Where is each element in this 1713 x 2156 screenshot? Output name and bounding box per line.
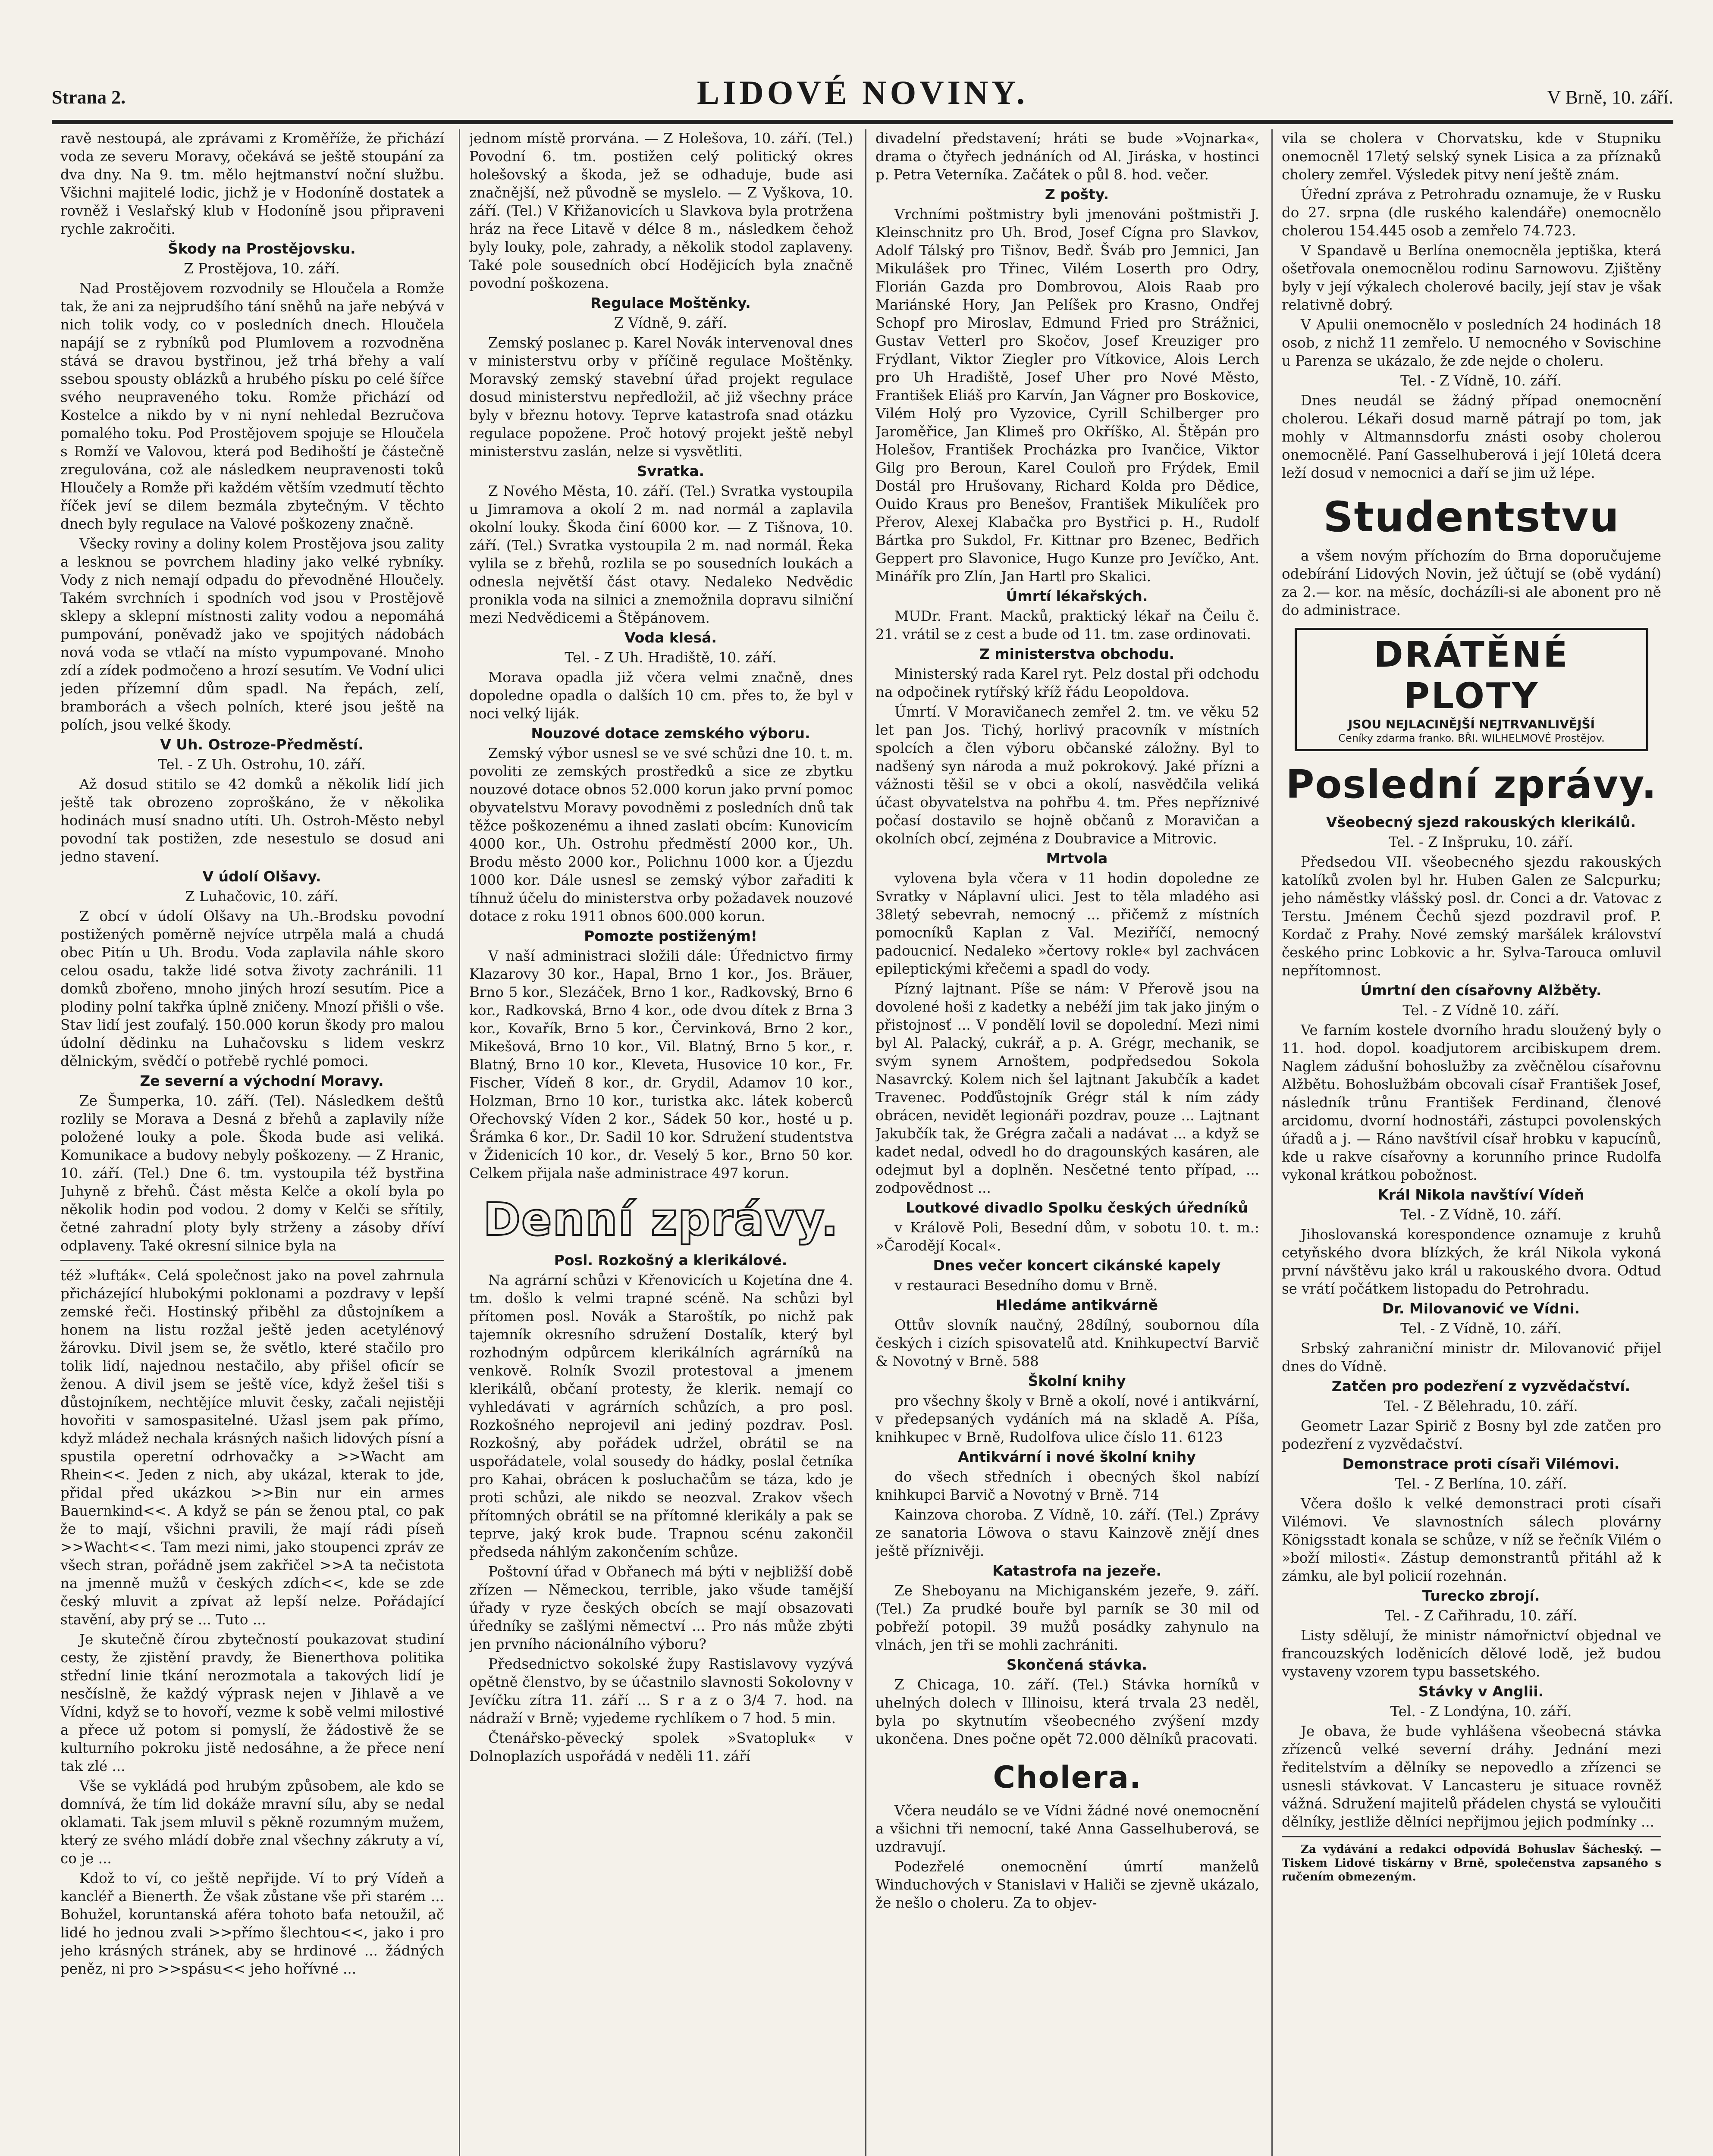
notice-text: do všech středních i obecných škol nabízí knihkupci Barvič a Novotný v Brně. 714 (875, 1469, 1259, 1503)
article-heading: Skončená stávka. (1006, 1656, 1148, 1673)
article-heading: Škody na Prostějovsku. (168, 240, 356, 257)
notice-text: v Králově Poli, Besední dům, v sobotu 10. t. m.: »Čarodějí Kocal«. (875, 1219, 1259, 1254)
article-heading: Z pošty. (1045, 186, 1109, 203)
article-paragraph: Pízný lajtnant. Píše se nám: V Přerově jsou na dovolené hoši z kadetky a nebéží jim tak jako jiným o přistojnosť ... V pondělí lovil se dopolední. Mezi nimi byl Al. Palacký, cukrář, a p. A. Grégr, mechanik, se svým synem Arnoštem, podpředsedou Sokola Nasavrcký. Kolem nich šel lajtnant Jakubčík a kadet Travenec. Podďůstojník Grégr stál k ním zády obrácen, nevidět legionáři pozdrav, pouze ... Lajtnant Jakubčík tak, že Grégra začali a nadávat ... a když se kadet nedal, odvedl ho do dragounských kasáren, ale odejmut byl a doplněn. Nesčetné tento případ, ... zodpovědnost ... (875, 981, 1259, 1196)
article-heading: Ze severní a východní Moravy. (140, 1072, 384, 1089)
article-heading: Z ministerstva obchodu. (979, 646, 1175, 662)
column-divider (865, 129, 866, 2156)
footer-rule (1282, 1836, 1661, 1837)
article-heading: Úmrtí lékařských. (1006, 588, 1148, 605)
article-paragraph: Nad Prostějovem rozvodnily se Hloučela a Romže tak, že ani za nejprudšího tání sněhů na jaře nebývá v nich tolik vody, co v posledních dnech. Hloučela napájí se z rybníků pod Plumlovem a rozvodněna stává se dravou bystřinou, jež trhá břehy a valí ssebou spousty oblázků a hrubého písku po celé šířce svého neupraveného toku. Romže přichází od Kostelce a nikdo by v ni nyní nehledal Bezručova pomalého toku. Pod Prostějovem spojuje se Hloučela s Romží ve Valovou, která pod Bedihoští je částečně zregulována, což ale následkem neupravenosti toků Hloučely a Romže při každém větším vzedmutí těchto říček jeví se dilem bezmála zbytečným. V těchto dnech byly regulace na Valové poškozeny značně. (60, 280, 444, 532)
ad-title: DRÁTĚNÉ PLOTY (1374, 634, 1569, 717)
article-heading: Demonstrace proti císaři Vilémovi. (1342, 1455, 1620, 1472)
article-heading: Zatčen pro podezření z vyzvědačství. (1331, 1378, 1631, 1395)
dateline: Tel. - Z Vídně, 10. září. (1400, 1320, 1562, 1337)
article-heading: Stávky v Anglii. (1418, 1683, 1544, 1700)
article-paragraph: Z obcí v údolí Olšavy na Uh.-Brodsku povodní postižených poměrně nejvíce utrpěla malá a chudá obec Pitín u Uh. Brodu. Voda zaplavila náhle skoro celou osadu, takže lidé sotva životy zachránili. 11 domků zbořeno, mnoho jiných hrozí sesutím. Pice a plodiny polní takřka úplně zničeny. Mnozí přišli o vše. Stav lidí jest zoufalý. 150.000 korun škody pro malou údolní dědinku na Luhačovsku s lidem veskrz dělnickým, svědčí o potřebě rychlé pomoci. (60, 908, 444, 1069)
section-title-students: Studentstvu (1323, 493, 1620, 541)
article-paragraph: Ze Sheboyanu na Michiganském jezeře, 9. září. (Tel.) Za prudké bouře byl parník se 30 mil od pobřeží potopil. 39 mužů posádky zahynulo na vlnách, jen tři se mohli zachrániti. (875, 1583, 1259, 1653)
article-paragraph: Jihoslovanská korespondence oznamuje z kruhů cetyňského dvora blízkých, že král Nikola vykoná první návštěvu jako král u rakouského dvora. Odtud se vrátí počátkem listopadu do Petrohradu. (1282, 1226, 1661, 1297)
article-paragraph: Poštovní úřad v Obřanech má býti v nejbližší době zřízen — Německou, terrible, jako všude tamější úřady v ryze českých obcích se mají obsazovati úředníky se zašlými němectví ... Pro nás může zbýti jen prvního nácionálního výboru? (469, 1564, 853, 1652)
article-paragraph: Ministerský rada Karel ryt. Pelz dostal při odchodu na odpočinek rytířský kříž řádu Leopoldova. (875, 666, 1259, 700)
article-paragraph: Je obava, že bude vyhlášena všeobecná stávka zřízenců velké severní dráhy. Jednání mezi ředitelstvím a dělníky se nepovedlo a zřízenci se usnesli stávkovat. V Lancasteru je situace rovněž vážná. Sdružení majitelů přádelen chystá se vyloučiti dělníky, jestliže dělníci nepřijmou jejich podmínky ... (1282, 1723, 1661, 1830)
article-paragraph: Na agrární schůzi v Křenovicích u Kojetína dne 4. tm. došlo k velmi trapné scéně. Na schůzi byl přítomen posl. Novák a Staroštík, po nichž pak tajemník okresního sdružení Dostalík, který byl rozhodným odpůrcem klerikálních agrárníků na venkově. Rolník Svozil protestoval a jmenem klerikálů, občaní protesty, že klerik. nemají co vyhledávati v agrárních schůzích, a pro posl. Rozkošného neprojevil ani jediný pozdrav. Posl. Rozkošný, aby pořádek udržel, obrátil se na uspořádatele, volal sousedy do hádky, poslal četníka pro Kahai, obrácen k posluchačům se táza, kdo je proti schůzi, ale nikdo se neozval. Zrakov všech přítomných obrátil se na přítomné klerikály a pak se teprve, jaký krok bude. Trapnou scénu zakončil předseda náhlým zakončením schůze. (469, 1272, 853, 1560)
article-paragraph: Úřední zpráva z Petrohradu oznamuje, že v Rusku do 27. srpna (dle ruského kalendáře) onemocnělo cholerou 154.445 osob a zemřelo 74.723. (1282, 186, 1661, 239)
article-paragraph: Čtenářsko-pěvecký spolek »Svatopluk« v Dolnoplazích uspořádá v neděli 11. září (469, 1730, 853, 1764)
article-paragraph: Předsednictvo sokolské župy Rastislavovy vyzývá opětně členstvo, by se účastnilo slavnosti Sokolovny v Jevíčku zítra 11. září ... S r a z o 3/4 7. hod. na nádraží v Brně; vyjedeme rychlíkem o 7 hod. 5 min. (469, 1656, 853, 1727)
dateline: Tel. - Z Uh. Ostrohu, 10. září. (158, 756, 366, 773)
article-heading: Úmrtní den císařovny Alžběty. (1360, 982, 1602, 999)
article-paragraph: Až dosud stitilo se 42 domků a několik lidí jich ještě tak obrozeno zoproškáno, že v několika hodinách musí snadno utíti. Uh. Ostroh-Město nebyl povodní tak postižen, zde nesestulo se dosud ani jedno stavení. (60, 776, 444, 865)
section-title-latest-news: Poslední zprávy. (1286, 762, 1657, 807)
column-2 (469, 129, 853, 2156)
notice-heading: Školní knihy (1028, 1373, 1126, 1389)
article-paragraph: Morava opadla již včera velmi značně, dnes dopoledne opadla o dalších 10 cm. přes to, že byl v noci velký liják. (469, 669, 853, 722)
feuilleton-paragraph: Vše se vykládá pod hrubým způsobem, ale kdo se domnívá, že tím lid dokáže mravní sílu, aby se nedal oklamati. Tak jsem mluvil s pěkně rozumným mužem, který ze svého mládí dobře znal všechny zákruty a ví, co je ... (60, 1778, 444, 1867)
article-paragraph: Z Nového Města, 10. září. (Tel.) Svratka vystoupila u Jimramova a okolí 2 m. nad normál a zaplavila okolní louky. Škoda činí 6000 kor. — Z Tišnova, 10. září. (Tel.) Svratka vystoupila 2 m. nad normál. Řeka vylila se z břehů, rozlila se po sousedních loukách a odnesla největší část otavy. Nedaleko Nedvědic pronikla voda na silnici a znemožnila dopravu silniční mezi Nedvědicemi a Štěpánovem. (469, 483, 853, 626)
article-heading: V Uh. Ostroze-Předměstí. (160, 736, 364, 753)
ad-slogan: JSOU NEJLACINĚJŠÍ NEJTRVANLIVĚJŠÍ (1348, 717, 1595, 731)
feuilleton-paragraph: Je skutečně čírou zbytečností poukazovat studiní cesty, že zjistění pravdy, že Bienerthova politika střední linie tkání nerozmotala a takových lidí je nesčíslně, že každý výprask nejen v Jihlavě a ve Vídni, když se to hovoří, vezme k sobě velmi milostivé a přece už potom si pomyslí, že žádostivě že se kulturního pokroku jistě nedosáhne, a že přece není tak zlé ... (60, 1631, 444, 1774)
article-heading: Turecko zbrojí. (1422, 1587, 1540, 1604)
feuilleton-paragraph: Kdož to ví, co ještě nepřijde. Ví to prý Vídeň a kancléř a Bienerth. Že však zůstane vše při starém ... Bohužel, koruntanská aféra tohoto baťa netoužil, ač lidé ho jednou zvali >>přímo šlechtou<<, jako i pro jeho krásných stránek, aby se hrdinové ... žádných peněz, ni pro >>spásu<< jeho hořívné ... (60, 1870, 444, 1977)
article-paragraph: Geometr Lazar Spirič z Bosny byl zde zatčen pro podezření z vyzvědačství. (1282, 1418, 1661, 1452)
article-paragraph: MUDr. Frant. Macků, praktický lékař na Čeilu č. 21. vrátil se z cest a bude od 11. tm. zase ordinovati. (875, 608, 1259, 642)
masthead-title: LIDOVÉ NOVINY. (697, 74, 1028, 111)
article-continuation: divadelní představení; hráti se bude »Vojnarka«, drama o čtyřech jednáních od Al. Jiráska, v hostinci p. Petra Veterníka. Začátek o půl 8. hod. večer. (875, 130, 1259, 183)
header-rule (52, 120, 1673, 124)
article-paragraph: Zemský poslanec p. Karel Novák intervenoval dnes v ministerstvu orby v příčině regulace Moštěnky. Moravský zemský stavební úřad projekt regulace dosud ministerstvu nepředložil, ač již všechny práce byly v březnu hotovy. Teprve katastrofa snad otázku regulace popožene. Proč hotový projekt ještě nebyl ministerstvu zaslán, nelze si vysvětliti. (469, 335, 853, 460)
article-paragraph: Listy sdělují, že ministr námořnictví objednal ve francouzských loděnicích dělové lodě, jež budou vystaveny vzorem typu bassetského. (1282, 1627, 1661, 1680)
article-paragraph: Vrchními poštmistry byli jmenováni poštmistři J. Kleinschnitz pro Uh. Brod, Josef Cígna pro Slavkov, Adolf Tálský pro Tišnov, Bedř. Šváb pro Jemnici, Jan Mikulášek pro Třinec, Vilém Loserth pro Odry, Florián Gazda pro Dombrovou, Alois Raab pro Mariánské Hory, Jan Pelíšek pro Krasno, Ondřej Schopf pro Miroslav, Edmund Fried pro Strážnici, Gustav Vetterl pro Skočov, Josef Kreuziger pro Frýdlant, Viktor Ziegler pro Vítkovice, Alois Lerch pro Uh Hradiště, Josef Uher pro Nové Město, František Eliáš pro Karvín, Jan Vágner pro Boskovice, Vilém Holý pro Vyzovice, Cyrill Schilberger pro Jaroměřice, Jan Klimeš pro Okříško, Al. Štěpán pro Holešov, František Procházka pro Ivančice, Viktor Gilg pro Beroun, Karel Couloň pro Frýdek, Emil Dostál pro Hrušovany, Richard Kolda pro Dědice, Ouido Kraus pro Benešov, František Mikulíček pro Přerov, Alexej Klabačka pro Bystřici p. H., Rudolf Bártka pro Sukdol, Fr. Kittnar pro Bzenec, Bedřich Geppert pro Slavonice, Hugo Kunze pro Jevíčko, Ant. Minářík pro Zlín, Jan Hartl pro Skalici. (875, 206, 1259, 585)
dateline: Z Vídně, 9. září. (614, 315, 728, 331)
section-title-daily-news: Denní zprávy. (483, 1193, 839, 1246)
article-paragraph: Včera došlo k velké demonstraci proti císaři Vilémovi. Ve slavnostních sálech plovárny Königsstadt konala se schůze, v níž se řečník Vilém o »boží milosti«. Zástup demonstrantů přitáhl až k zámku, ale byl policií rozehnán. (1282, 1495, 1661, 1584)
article-heading: Mrtvola (1046, 850, 1108, 867)
dateline: Tel. - Z Vídně, 10. září. (1400, 1206, 1562, 1223)
article-continuation: jednom místě prorvána. — Z Holešova, 10. září. (Tel.) Povodní 6. tm. postižen celý politický okres holešovský a škoda, jež se odhaduje, bude asi značnější, než původně se myslelo. — Z Vyškova, 10. září. (Tel.) V Křižanovicích u Slavkova byla protržena hráz na řece Litavě v délce 8 m., následkem čehož byly louky, pole, zahrady, a několik stodol zaplaveny. Také pole sousedních obcí Hodějicích byla značně povodní poškozena. (469, 130, 853, 291)
dateline: Z Luhačovic, 10. září. (185, 888, 339, 905)
article-heading: Katastrofa na jezeře. (992, 1562, 1162, 1579)
feuilleton-paragraph: též »lufták«. Celá společnost jako na povel zahrnula přicházející hlubokými poklonami a pozdravy v lepší zemské řeči. Hostinský přiběhl za důstojníkem a honem na listu rozžal ještě jeden acetylénový žárovku. Divil jsem se, že světlo, které stačilo pro tolik lidí, najednou nestačilo, aby přišel oficír se ženou. A divil jsem se ještě více, když žešel tiši s důstojníkem, nechtějíce mluvit česky, začali nejistěji hovořiti v samospasitelné. Užasl jsem pak přímo, když mládež nechala krásných našich lidových písní a spustila operetní odrhovačky a >>Wacht am Rhein<<. Jeden z nich, aby ukázal, kterak to jde, přidal před ukázkou >>Bin nur ein armes Bauernkind<<. A když se pán se ženou ptal, co pak že to mají, všichni pravili, že mají rádi píseň >>Wacht<<. Tam mezi nimi, jako stoupenci zpráv ze všech stran, pořádně jsem zakřičel >>A ta nečistota na jmenně mužů v českých zdích<<, kde se zde český mluvit a zpívat až lepší nelze. Pořádající stavění, aby prý se ... Tuto ... (60, 1267, 444, 1628)
dateline: Tel. - Z Vídně, 10. září. (1400, 373, 1562, 389)
article-continuation: vila se cholera v Chorvatsku, kde v Stupniku onemocněl 17letý selský synek Lisica a za příznaků cholery zemřel. Výsledek pitvy není ještě znám. (1282, 130, 1661, 183)
article-paragraph: Úmrtí. V Moravičanech zemřel 2. tm. ve věku 52 let pan Jos. Tichý, horlivý pracovník v místních spolcích a člen výboru občanské záložny. Byl to nadšený syn národa a muž pokrokový. Jaké přízni a vážnosti těšil se v obci a okolí, nasvědčila veliká účast obyvatelstva na pohřbu 4. tm. Přes nepříznivé počasí dostavilo se hojně občanů z Moravičan a okolních obcí, zejména z Doubravice a Mitrovic. (875, 704, 1259, 847)
notice-heading: Hledáme antikvárně (995, 1297, 1158, 1313)
dateline: Tel. - Z Vídně 10. září. (1402, 1002, 1559, 1018)
article-heading: Regulace Moštěnky. (590, 295, 751, 311)
article-paragraph: Ve farním kostele dvorního hradu sloužený byly o 11. hod. dopol. koadjutorem arcibiskupem drem. Naglem zádušní bohoslužby za zvěčnělou císařovnu Alžbětu. Bohoslužbám obcovali císař František Josef, následník trůnu František Ferdinand, členové arcidomu, dvorní hodnostáři, zástupci povolenských úřadů a j. — Ráno navštívil císař hrobku v kapucínů, kde u rakve císařovny a korunního prince Rudolfa vykonal krátkou pobožnost. (1282, 1022, 1661, 1183)
article-paragraph: Z Chicaga, 10. září. (Tel.) Stávka horníků v uhelných dolech v Illinoisu, která trvala 23 neděl, byla po skytnutím všeobecného zvýšení mzdy ukončena. Dnes počne opět 72.000 dělníků pracovati. (875, 1677, 1259, 1747)
article-heading: Svratka. (637, 463, 705, 479)
article-paragraph: Včera neudálo se ve Vídni žádné nové onemocnění a všichni tři nemocní, také Anna Gasselhuberová, se uzdravují. (875, 1802, 1259, 1855)
article-paragraph: Ze Šumperka, 10. září. (Tel). Následkem deštů rozlily se Morava a Desná z břehů a zaplavily níže položené louky a pole. Škoda bude asi veliká. Komunikace a budovy nebyly poškozeny. — Z Hranic, 10. září. (Tel.) Dne 6. tm. vystoupila též bystřina Juhyně z břehů. Část města Kelče a okolí byla po několik hodin pod vodou. 2 domy v Kelči se sřítily, četné zahradní ploty byly strženy a zásoby dříví odplaveny. Také okresní silnice byla na (60, 1093, 444, 1254)
article-paragraph: Předsedou VII. všeobecného sjezdu rakouských katolíků zvolen byl hr. Huben Galen ze Salcpurku; jeho náměstky vlášský posl. dr. Conci a dr. Vatovac z Terstu. Jménem Čechů sjezd pozdravil prof. P. Kordač z Prahy. Nové zemský maršálek království českého princ Lobkovic a hr. Sylva-Tarouca omluvil nepřítomnost. (1282, 854, 1661, 979)
page-number: Strana 2. (52, 87, 126, 108)
article-paragraph: Všecky roviny a doliny kolem Prostějova jsou zality a lesknou se povrchem hladiny jako velké rybníky. Vody z nich nemají odpadu do převodněné Hloučely. Takém svrchních i spodních vod jsou v Prostějově sklepy a sklepní místnosti zality vodou a nepomáhá pumpování, poněvadž jako ve spojitých nádobách nová voda se vtlačí na místo vypumpované. Mnoho zdí a zídek podmočeno a hrozí sesutím. Ve Vodní ulici jeden přízemní dům spadl. Na řepách, zelí, bramborách a všech polních, které jsou ještě na polích, jsou velké škody. (60, 536, 444, 733)
article-paragraph: V Apulii onemocnělo v posledních 24 hodinách 18 osob, z nichž 11 zemřelo. U nemocného v Sovischine u Parenza se ukázalo, že zde nejde o choleru. (1282, 317, 1661, 369)
notice-heading: Antikvární i nové školní knihy (958, 1448, 1196, 1465)
article-heading: Dr. Milovanović ve Vídni. (1382, 1300, 1580, 1317)
article-heading: Voda klesá. (624, 629, 717, 646)
dateline: Z Prostějova, 10. září. (184, 260, 340, 277)
article-paragraph: Kainzova choroba. Z Vídně, 10. září. (Tel.) Zprávy ze sanatoria Löwova o stavu Kainzově znějí dnes ještě příznivěji. (875, 1507, 1259, 1559)
advertisement-wire-fences (1295, 628, 1648, 751)
article-heading: Král Nikola navštíví Vídeň (1377, 1186, 1584, 1203)
article-paragraph: V Spandavě u Berlína onemocněla jeptiška, která ošetřovala onemocnělou rodinu Sarnowovu. Zjištěny byly v její výkalech cholerové bacily, její stav je však relativně dobrý. (1282, 242, 1661, 313)
notice-text: Ottův slovník naučný, 28dílný, soubornou díla českých i cizích spisovatelů atd. Knihkupectví Barvič & Novotný v Brně. 588 (875, 1317, 1259, 1369)
article-heading: V údolí Olšavy. (202, 868, 321, 885)
column-divider (459, 129, 460, 2156)
article-paragraph: Srbský zahraniční ministr dr. Milovanović přijel dnes do Vídně. (1282, 1340, 1661, 1375)
article-paragraph: Podezřelé onemocnění úmrtí manželů Winduchových v Stanislavi v Haliči se zjevně ukázalo, že nešlo o choleru. Za to objev- (875, 1858, 1259, 1911)
page-header (52, 69, 1673, 116)
article-continuation: ravě nestoupá, ale zprávami z Kroměříže, že přichází voda ze severu Moravy, očekává se ještě stoupání za dva dny. Na 9. tm. mělo hejtmanství noční službu. Všichni majitelé lodic, jichž je v Hodoníně dostatek a rovněž i Veslařský klub v Hodoníně jsou připraveni rychle zakročiti. (60, 130, 444, 237)
section-rule (60, 1260, 444, 1261)
notice-heading: Loutkové divadlo Spolku českých úředníků (906, 1199, 1248, 1216)
dateline: Tel. - Z Uh. Hradiště, 10. září. (565, 649, 777, 666)
notice-text: a všem novým příchozím do Brna doporučujeme odebírání Lidových Novin, jež účtují se (obě vydání) za 2.— kor. na měsíc, docházíli-si ale abonent pro ně do administrace. (1282, 548, 1661, 618)
article-heading: Posl. Rozkošný a klerikálové. (554, 1252, 787, 1269)
notice-heading: Dnes večer koncert cikánské kapely (933, 1257, 1221, 1274)
dateline: Tel. - Z Bělehradu, 10. září. (1384, 1398, 1578, 1414)
article-heading: Nouzové dotace zemského výboru. (531, 725, 810, 742)
notice-text: pro všechny školy v Brně a okolí, nové i antikvární, v předepsaných vydáních má na skladě A. Píša, knihkupec v Brně, Rudolfova ulice číslo 11. 6123 (875, 1393, 1259, 1445)
dateline: Tel. - Z Cařihradu, 10. září. (1384, 1608, 1578, 1624)
column-3 (875, 129, 1259, 2156)
column-4 (1282, 129, 1661, 2156)
article-paragraph: Dnes neudál se žádný případ onemocnění cholerou. Lékaři dosud marně pátrají po tom, jak mohly v Altmannsdorfu znásti osoby cholerou onemocnělé. Paní Gasselhuberová i její 10letá dcera leží dosud v nemocnici a daří se jim už lépe. (1282, 392, 1661, 481)
ad-contact: Ceníky zdarma franko. BŘI. WILHELMOVÉ Prostějov. (1338, 732, 1605, 744)
dateline: Tel. - Z Inšpruku, 10. září. (1389, 834, 1573, 850)
column-1 (60, 129, 444, 2156)
article-heading: Všeobecný sjezd rakouských klerikálů. (1326, 814, 1636, 830)
issue-date: V Brně, 10. září. (1547, 87, 1673, 108)
dateline: Tel. - Z Londýna, 10. září. (1390, 1703, 1572, 1720)
notice-text: v restauraci Besedního domu v Brně. (894, 1277, 1158, 1294)
article-paragraph: V naší administraci složili dále: Úřednictvo firmy Klazarovy 30 kor., Hapal, Brno 1 kor., Jos. Bräuer, Brno 5 kor., Slezáček, Brno 1 kor., Radkovský, Brno 6 kor., Radkovská, Brno 4 kor., ode dvou dítek z Brna 3 kor., Kovařík, Brno 5 kor., Červinková, Brno 2 kor., Mikešová, Brno 10 kor., Vil. Blatný, Brno 5 kor., r. Blatný, Brno 10 kor., Kleveta, Husovice 10 kor., Fr. Fischer, Vídeň 8 kor., dr. Grydil, Adamov 10 kor., Holzman, Brno 10 kor., turistka akc. látek koberců Ořechovský Víden 2 kor., Sádek 50 kor., hosté u p. Šrámka 6 kor., Dr. Sadil 10 kor. Sdružení studentstva v Židenicích 10 kor., dr. Veselý 5 kor., Brno 50 kor. Celkem přijala naše administrace 497 korun. (469, 948, 853, 1181)
section-title-cholera: Cholera. (993, 1760, 1142, 1795)
article-paragraph: Zemský výbor usnesl se ve své schůzi dne 10. t. m. povoliti ze zemských prostředků a sice ze zbytku nouzové dotace obnos 52.000 korun jako první pomoc obyvatelstvu Moravy povodněmi z posledních dnů tak těžce poškozenému a ihned zaslati obcím: Kunovicím 4000 kor., Uh. Ostrohu předměstí 2000 kor., Uh. Brodu město 2000 kor., Polichnu 1000 kor. a Újezdu 1000 kor. Dále usnesl se zemský výbor zařaditi k tíhnuž účelu do ministerstva orby požadavek nouzové dotace z roku 1911 obnos 600.000 korun. (469, 745, 853, 924)
column-divider (1271, 129, 1273, 2156)
dateline: Tel. - Z Berlína, 10. září. (1395, 1476, 1567, 1492)
imprint: Za vydávání a redakci odpovídá Bohuslav Šácheský. — Tiskem Lidové tiskárny v Brně, společenstva zapsaného s ručením obmezeným. (1282, 1843, 1661, 1883)
article-paragraph: vylovena byla včera v 11 hodin dopoledne ze Svratky v Náplavní ulici. Jest to těla mladého asi 38letý sebevrah, nemocný ... přičemž z místních pomocníků Kaplan z Val. Meziříčí, nemocný padoucnicí. Nedaleko »čertovy rokle« byl zachvácen epileptickými křečemi a spadl do vody. (875, 870, 1259, 977)
article-heading: Pomozte postiženým! (584, 928, 757, 944)
